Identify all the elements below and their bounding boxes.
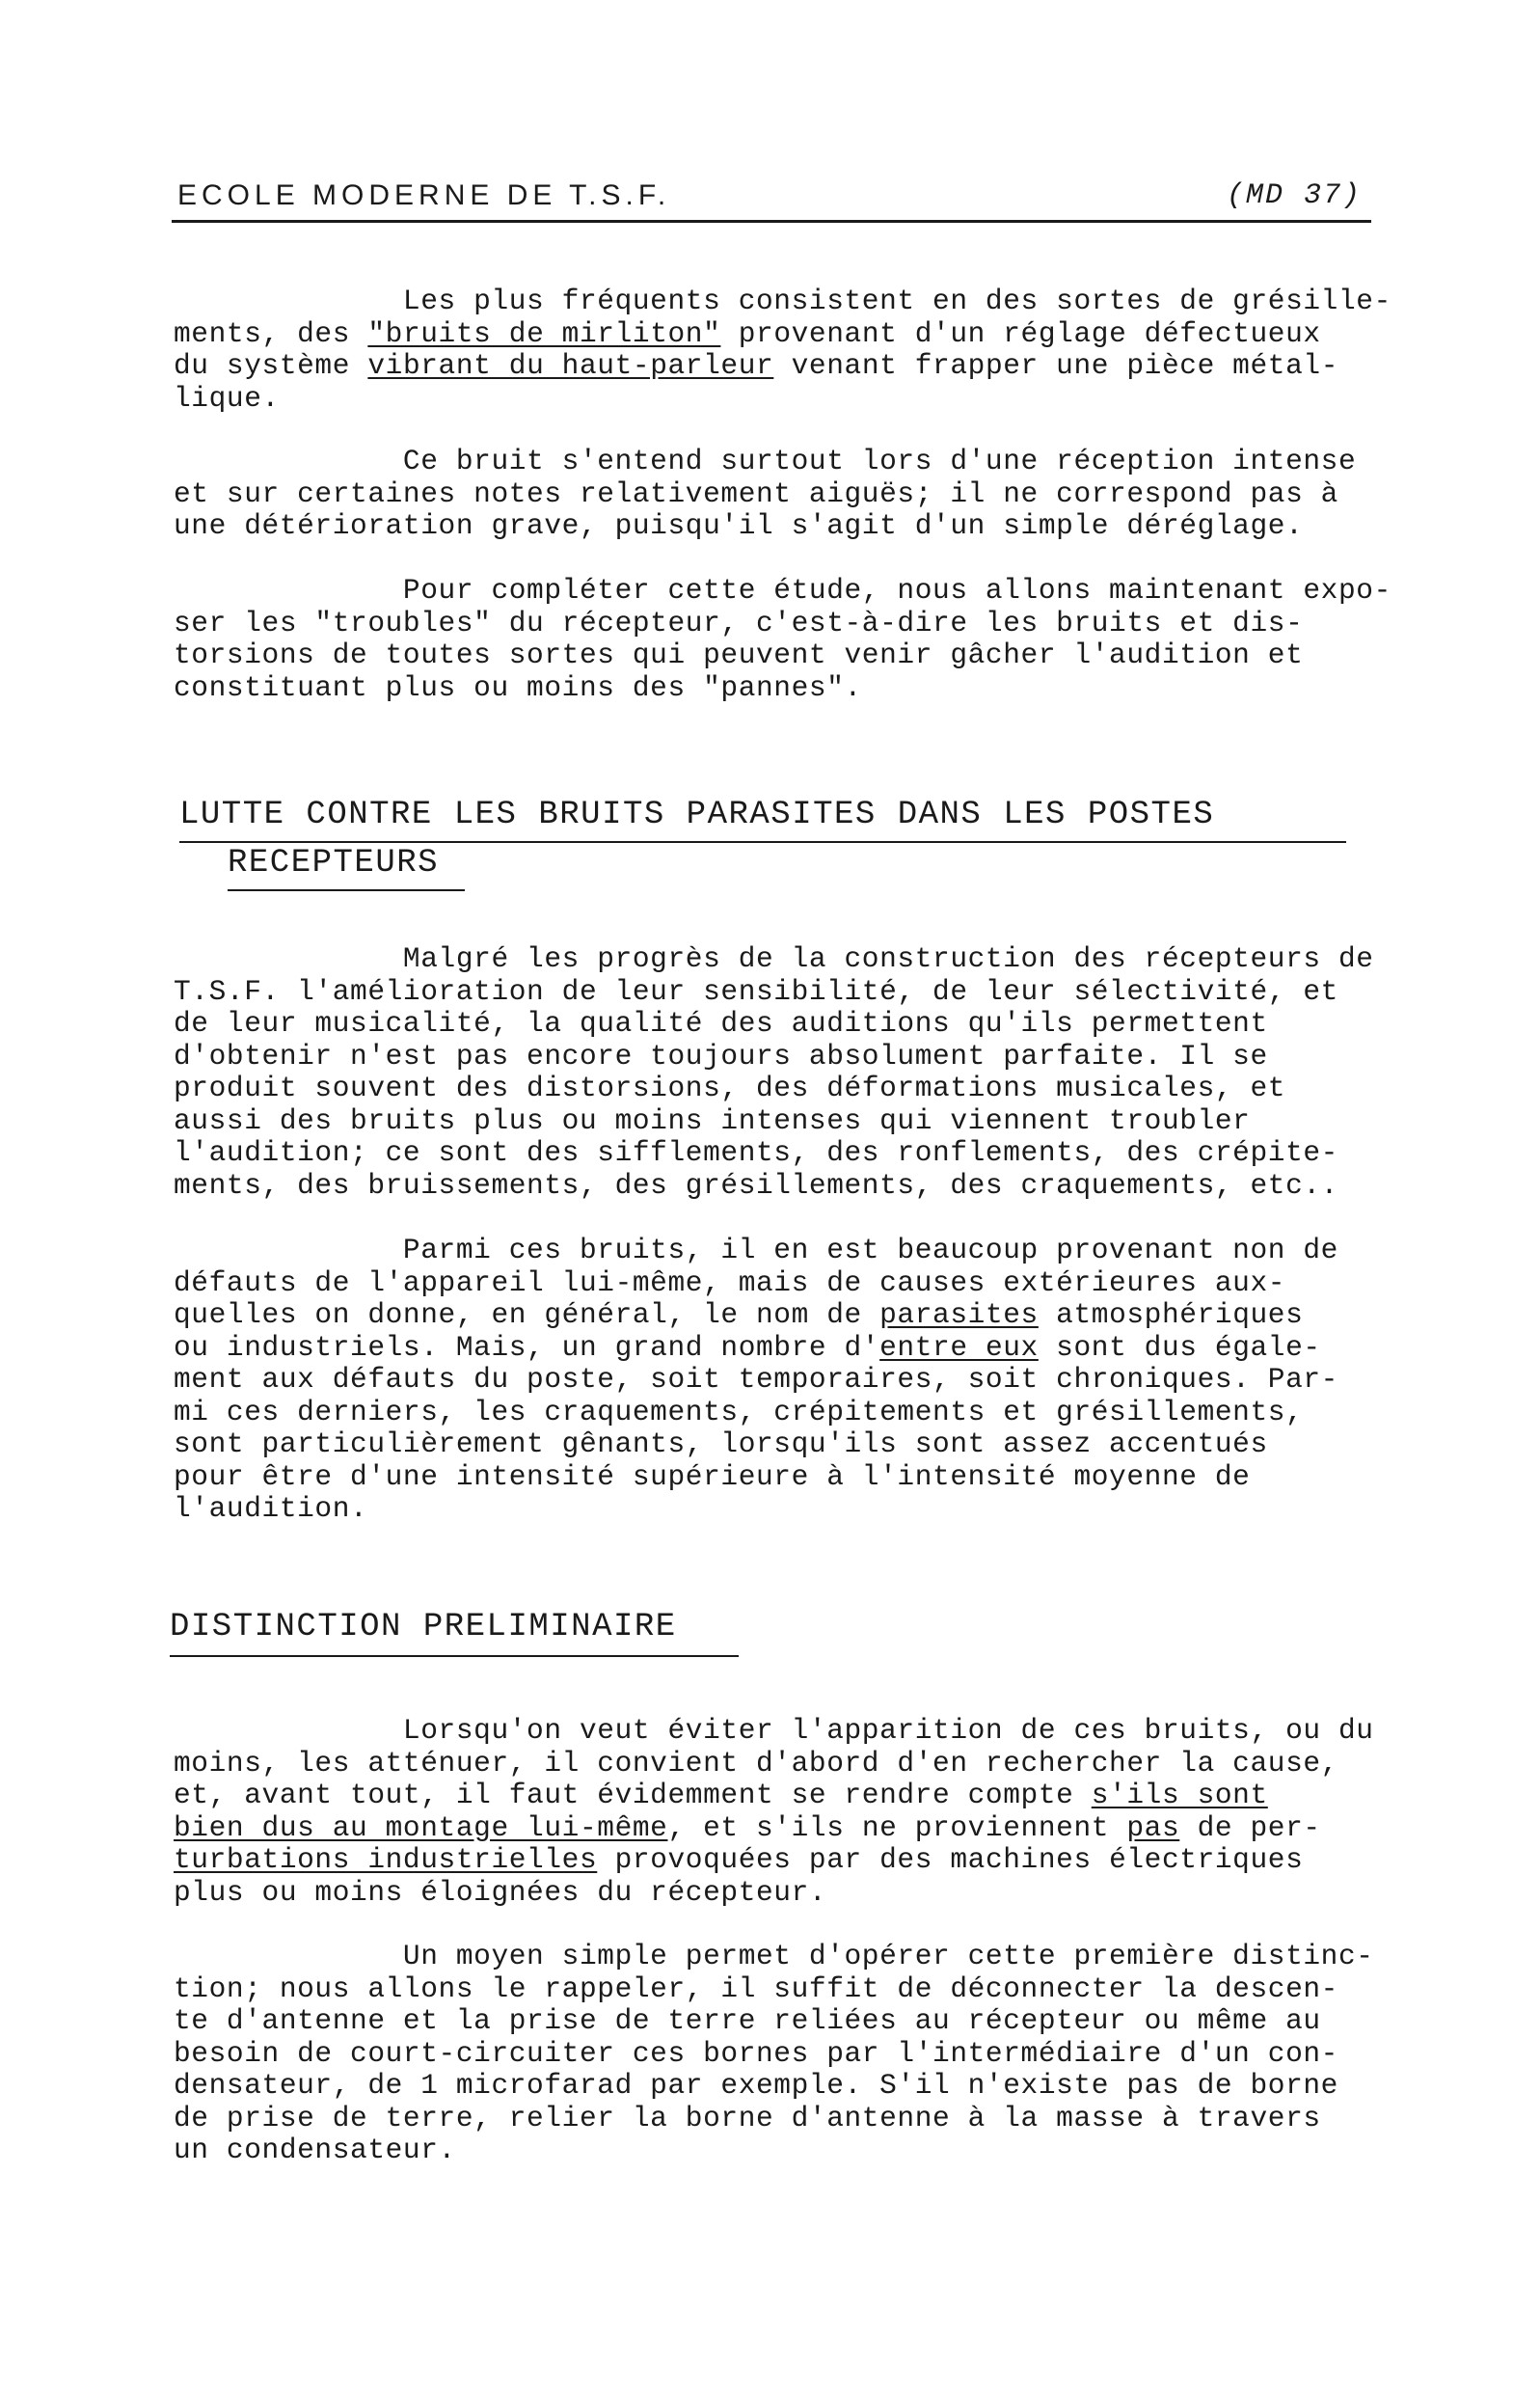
text-line: plus ou moins éloignées du récepteur. (174, 1875, 827, 1909)
heading-underline (179, 841, 1346, 843)
heading-underline (170, 1655, 739, 1657)
text-line: de per- (1179, 1810, 1321, 1844)
text-line: T.S.F. l'amélioration de leur sensibilité, de leur sélectivité, et (174, 974, 1338, 1008)
text-line: Les plus fréquents consistent en des sortes de grésille- (174, 285, 1391, 317)
section-heading-1-continued: RECEPTEURS (228, 845, 440, 882)
text-line: Pour compléter cette étude, nous allons maintenant expo- (174, 574, 1391, 607)
text-line: ments, des (174, 316, 368, 350)
text-line: te d'antenne et la prise de terre reliées au récepteur ou même au (174, 2004, 1321, 2037)
text-line: un condensateur. (174, 2134, 456, 2166)
text-line: lique. (174, 381, 280, 415)
underlined-phrase: bien dus au montage lui-même (174, 1810, 668, 1844)
text-line: du système (174, 349, 368, 382)
underlined-phrase: s'ils sont (1091, 1779, 1268, 1811)
text-line: une détérioration grave, puisqu'il s'agit d'un simple déréglage. (174, 509, 1304, 542)
text-line: l'audition; ce sont des sifflements, des ronflements, des crépite- (174, 1136, 1338, 1169)
underlined-phrase: "bruits de mirliton" (367, 316, 721, 350)
page-header (172, 172, 1371, 223)
paragraph-5 (174, 1235, 1369, 1526)
text-line: provoquées par des machines électriques (597, 1843, 1304, 1876)
underlined-phrase: parasites (879, 1298, 1039, 1331)
text-line: quelles on donne, en général, le nom de (174, 1298, 880, 1331)
underlined-phrase: turbations industrielles (174, 1843, 598, 1876)
text-line: de leur musicalité, la qualité des auditions qu'ils permettent (174, 1007, 1268, 1040)
text-line: l'audition. (174, 1492, 368, 1525)
text-line: aussi des bruits plus ou moins intenses qui viennent troubler (174, 1103, 1251, 1137)
text-line: , et s'ils ne proviennent (667, 1810, 1127, 1844)
paragraph-2 (174, 446, 1369, 543)
text-line: ser les "troubles" du récepteur, c'est-à-dire les bruits et dis- (174, 606, 1304, 639)
heading-underline (228, 889, 465, 891)
section-heading-2: DISTINCTION PRELIMINAIRE (170, 1609, 677, 1645)
paragraph-6 (174, 1714, 1374, 1909)
text-line: et sur certaines notes relativement aiguës; il ne correspond pas à (174, 476, 1338, 510)
text-line: besoin de court-circuiter ces bornes par l'intermédiaire d'un con- (174, 2036, 1338, 2070)
text-line: produit souvent des distorsions, des déformations musicales, et (174, 1072, 1286, 1104)
page-reference: (MD 37) (1226, 179, 1362, 212)
text-line: densateur, de 1 microfarad par exemple. S'il n'existe pas de borne (174, 2069, 1338, 2102)
paragraph-3 (174, 574, 1391, 704)
text-line: d'obtenir n'est pas encore toujours absolument parfaite. Il se (174, 1039, 1268, 1073)
text-line: défauts de l'appareil lui-même, mais de causes extérieures aux- (174, 1265, 1286, 1299)
text-line: atmosphériques (1038, 1298, 1304, 1331)
underlined-phrase: vibrant du haut-parleur (367, 349, 774, 382)
text-line: ou industriels. Mais, un grand nombre d' (174, 1330, 880, 1364)
paragraph-4 (174, 942, 1374, 1202)
text-line: et, avant tout, il faut évidemment se rendre compte (174, 1779, 1092, 1811)
school-name: ECOLE MODERNE DE T.S.F. (177, 179, 671, 211)
paragraph-1 (174, 285, 1391, 415)
text-line: sont dus égale- (1038, 1330, 1321, 1364)
text-line: constituant plus ou moins des "pannes". (174, 670, 862, 704)
text-line: Un moyen simple permet d'opérer cette première distinc- (174, 1940, 1374, 1972)
text-line: ments, des bruissements, des grésillements, des craquements, etc.. (174, 1168, 1338, 1202)
text-line: provenant d'un réglage défectueux (720, 316, 1321, 350)
text-line: Lorsqu'on veut éviter l'apparition de ces bruits, ou du (174, 1714, 1374, 1747)
text-line: sont particulièrement gênants, lorsqu'ils sont assez accentués (174, 1427, 1268, 1460)
underlined-phrase: entre eux (879, 1330, 1039, 1364)
text-line: moins, les atténuer, il convient d'abord d'en rechercher la cause, (174, 1746, 1338, 1780)
text-line: ment aux défauts du poste, soit temporaires, soit chroniques. Par- (174, 1363, 1338, 1396)
text-line: tion; nous allons le rappeler, il suffit de déconnecter la descen- (174, 1971, 1338, 2005)
text-line: venant frapper une pièce métal- (773, 349, 1339, 382)
underlined-phrase: pas (1126, 1810, 1180, 1844)
text-line: Malgré les progrès de la construction des récepteurs de (174, 942, 1374, 975)
text-line: de prise de terre, relier la borne d'antenne à la masse à travers (174, 2101, 1321, 2134)
text-line: torsions de toutes sortes qui peuvent venir gâcher l'audition et (174, 639, 1304, 671)
section-heading-1: LUTTE CONTRE LES BRUITS PARASITES DANS LES POSTES (179, 797, 1215, 833)
text-line: Parmi ces bruits, il en est beaucoup provenant non de (174, 1234, 1338, 1266)
paragraph-7 (174, 1940, 1374, 2167)
text-line: mi ces derniers, les craquements, crépitements et grésillements, (174, 1395, 1304, 1428)
text-line: Ce bruit s'entend surtout lors d'une réception intense (174, 445, 1357, 477)
text-line: pour être d'une intensité supérieure à l'intensité moyenne de (174, 1459, 1251, 1493)
